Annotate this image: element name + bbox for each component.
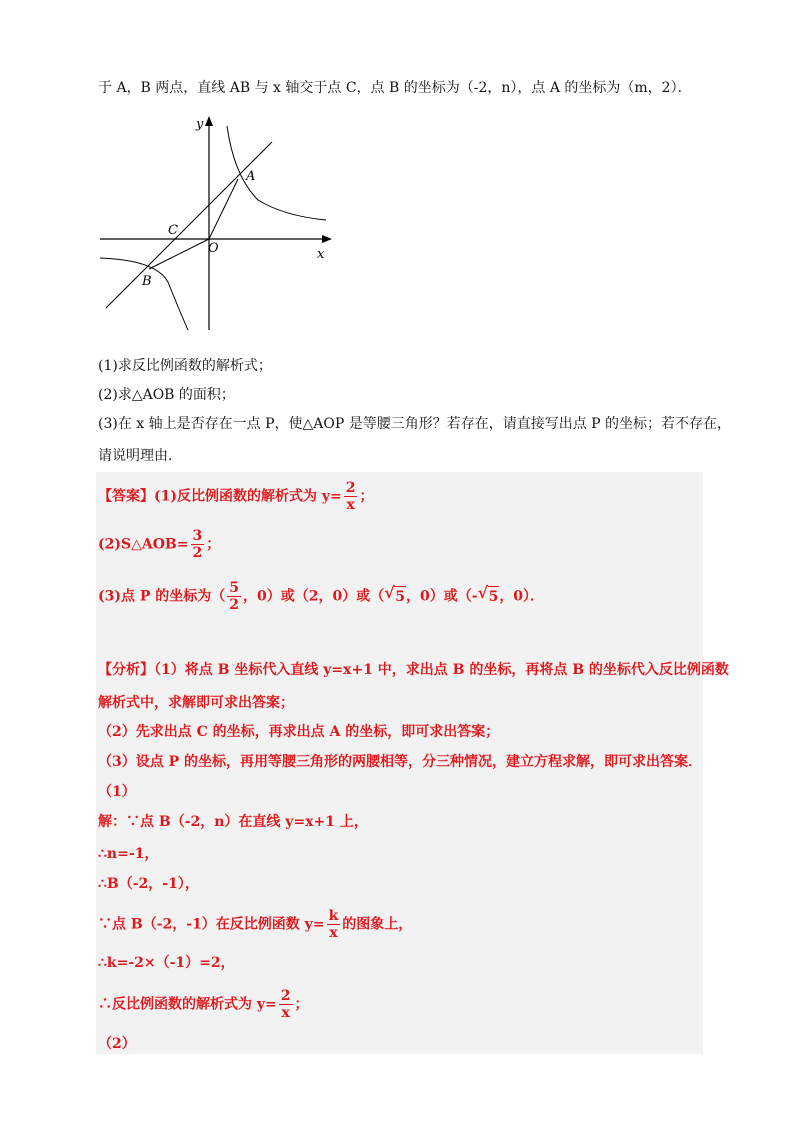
analysis-line-8: ∴B（-2，-1），: [98, 876, 199, 892]
x-axis-arrow: [322, 235, 332, 243]
coordinate-figure: [96, 112, 336, 334]
label-b: B: [142, 274, 152, 289]
label-a: A: [246, 169, 256, 184]
label-c: C: [168, 223, 178, 238]
analysis-line-11: ∴反比例函数的解析式为 y= $\frac{2}{x}$ ；: [98, 988, 309, 1021]
label-x: x: [317, 247, 325, 262]
analysis-line-4: （3）设点 P 的坐标，再用等腰三角形的两腰相等，分三种情况，建立方程求解，即可求出答案．: [98, 754, 703, 770]
analysis-line-1: 【分析】（1）将点 B 坐标代入直线 y=x+1 中，求出点 B 的坐标，再将点 B 的坐标代入反比例函数: [98, 662, 729, 678]
segment-oa: [209, 179, 238, 239]
problem-intro: 于 A，B 两点，直线 AB 与 x 轴交于点 C，点 B 的坐标为（-2，n），点 A 的坐标为（m，2）．: [98, 80, 692, 96]
analysis-line-2: 解析式中，求解即可求出答案；: [98, 695, 294, 711]
segment-ob: [149, 239, 209, 269]
label-y: y: [196, 117, 204, 132]
question-3: (3)在 x 轴上是否存在一点 P，使△AOP 是等腰三角形？若存在，请直接写出点 P 的坐标；若不存在，: [98, 416, 732, 432]
analysis-line-10: ∴k=-2×（-1）=2，: [98, 955, 235, 971]
answer-2: (2)S△AOB= $\frac{3}{2}$ ；: [98, 528, 221, 561]
analysis-line-9: ∵点 B（-2，-1）在反比例函数 y= $\frac{k}{x}$ 的图象上，: [98, 908, 413, 941]
analysis-line-6: 解：∵点 B（-2，n）在直线 y=x+1 上，: [98, 814, 368, 830]
question-3-cont: 请说明理由．: [98, 448, 182, 464]
label-o: O: [208, 241, 219, 256]
hyperbola-branch-1: [227, 126, 326, 220]
hyperbola-branch-2: [100, 258, 188, 330]
y-axis-arrow: [205, 116, 213, 126]
analysis-line-5: （1）: [98, 784, 136, 800]
analysis-line-12: （2）: [98, 1036, 136, 1052]
analysis-line-3: （2）先求出点 C 的坐标，再求出点 A 的坐标，即可求出答案；: [98, 724, 500, 740]
question-1: (1)求反比例函数的解析式；: [98, 358, 272, 374]
analysis-line-7: ∴n=-1，: [98, 846, 159, 862]
line-ab: [106, 142, 272, 308]
question-2: (2)求△AOB 的面积；: [98, 387, 235, 403]
answer-3: (3)点 P 的坐标为（ $\frac{5}{2}$ ，0）或（2，0）或（ √ 5，0）或（- √ 5，0）．: [98, 580, 545, 613]
answer-1: 【答案】(1)反比例函数的解析式为 y= $\frac{2}{x}$ ；: [98, 480, 374, 513]
